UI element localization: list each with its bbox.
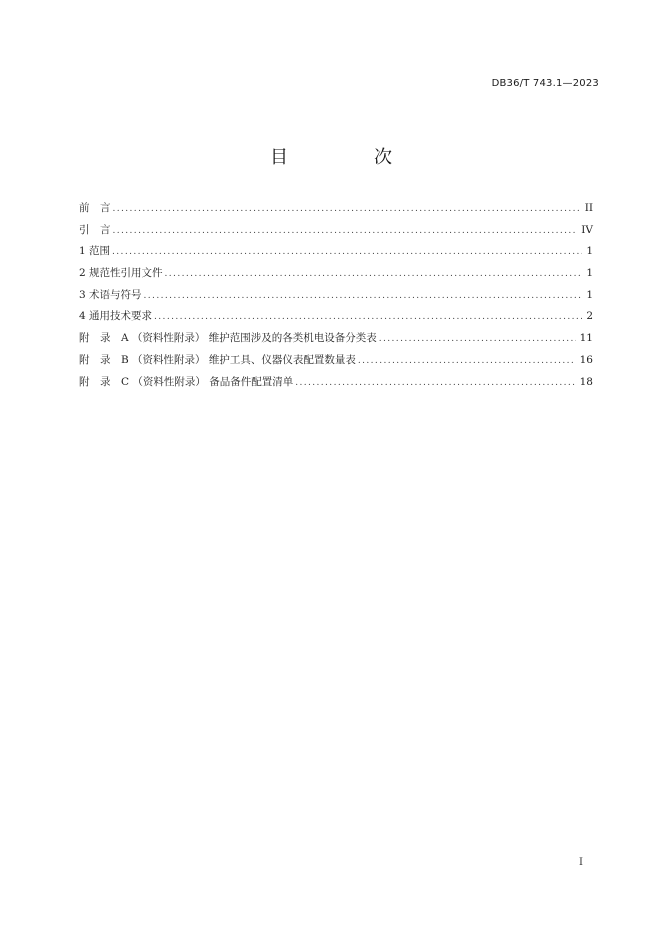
toc-entry-label: 3 术语与符号 [79,288,142,301]
table-of-contents [79,198,593,393]
toc-entry-appendix-b[interactable] [79,350,593,372]
toc-entry-page: 1 [586,267,593,280]
toc-entry-introduction[interactable] [79,220,593,242]
toc-entry-page: 1 [586,288,593,301]
toc-leader-dots [113,199,581,221]
toc-entry-page: 16 [579,353,593,366]
toc-entry-label: 附 录 C （资料性附录） 备品备件配置清单 [79,375,294,388]
toc-entry-general-requirements[interactable] [79,306,593,328]
toc-entry-label: 前 言 [79,202,111,214]
toc-entry-page: 11 [579,332,593,345]
toc-entry-appendix-c[interactable] [79,372,593,394]
toc-entry-scope[interactable] [79,241,593,263]
toc-entry-label: 4 通用技术要求 [79,310,153,323]
toc-entry-page: II [584,202,593,214]
toc-entry-label: 附 录 A （资料性附录） 维护范围涉及的各类机电设备分类表 [79,332,377,345]
page-title: 目 次 [270,147,426,168]
toc-entry-terms-symbols[interactable] [79,285,593,307]
toc-entry-foreword[interactable] [79,198,593,220]
toc-leader-dots [165,264,583,286]
toc-entry-label: 1 范围 [79,245,111,258]
toc-leader-dots [113,221,578,243]
toc-leader-dots [144,286,583,308]
toc-entry-label: 2 规范性引用文件 [79,267,163,280]
document-code: DB36/T 743.1—2023 [491,78,599,89]
toc-entry-appendix-a[interactable] [79,328,593,350]
toc-entry-page: 18 [579,375,593,388]
toc-entry-page: 2 [586,310,593,323]
toc-leader-dots [358,351,576,373]
page-number: I [579,857,583,868]
toc-entry-page: 1 [586,245,593,258]
toc-leader-dots [379,329,576,351]
toc-entry-normative-references[interactable] [79,263,593,285]
toc-leader-dots [295,373,575,395]
toc-leader-dots [112,242,582,264]
toc-leader-dots [154,307,582,329]
toc-entry-label: 引 言 [79,223,111,236]
toc-entry-page: IV [581,223,593,236]
toc-entry-label: 附 录 B （资料性附录） 维护工具、仪器仪表配置数量表 [79,353,356,366]
